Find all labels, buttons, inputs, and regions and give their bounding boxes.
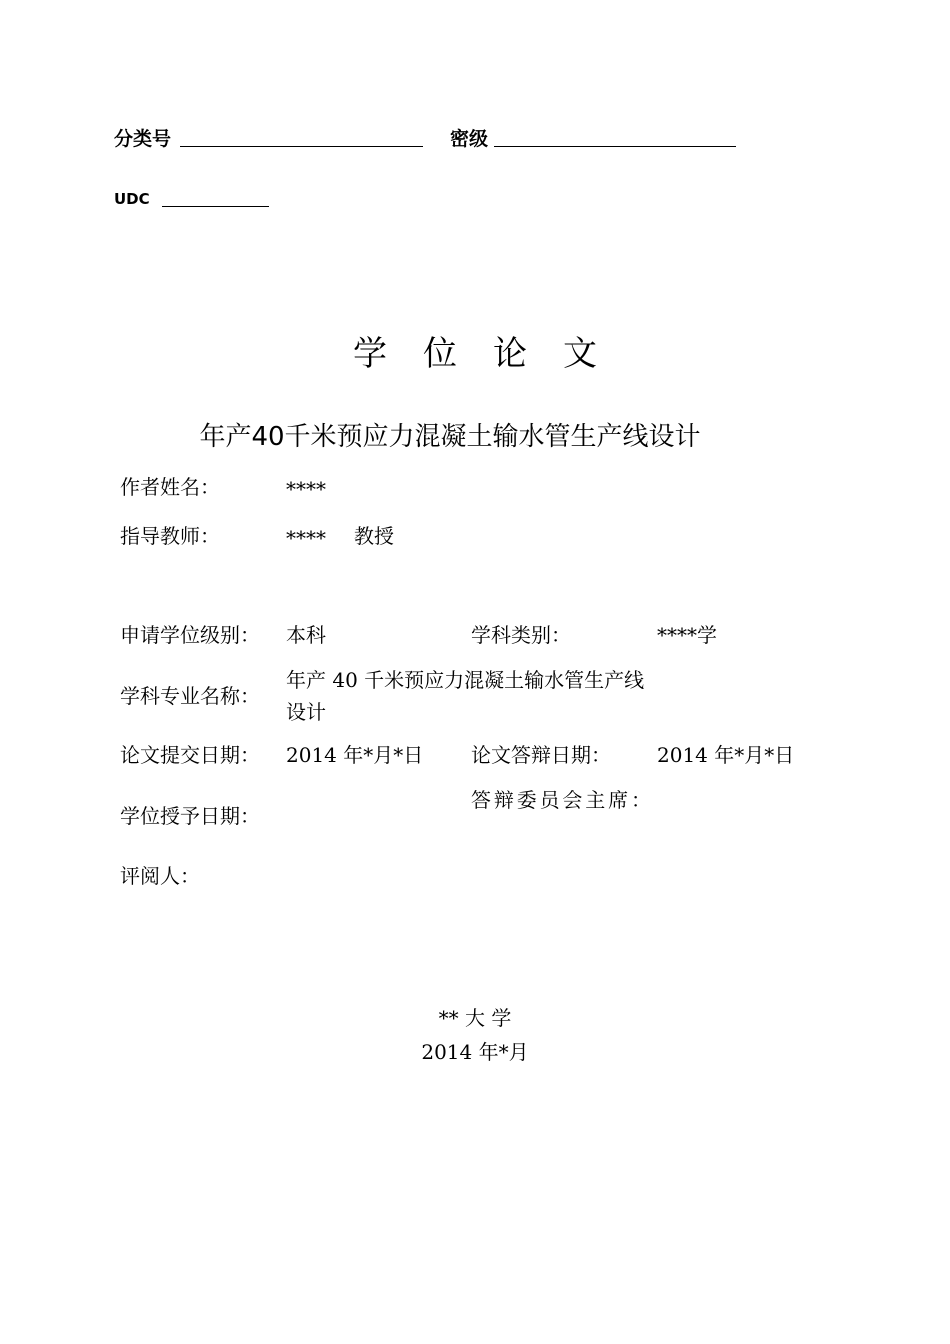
discipline-category-value: ****学: [657, 623, 717, 647]
degree-level-value: 本科: [286, 623, 326, 647]
university-name: ** 大 学: [438, 1006, 512, 1030]
degree-conferral-date-label: 学位授予日期：: [120, 804, 260, 828]
defense-date-value: 2014 年*月*日: [657, 743, 795, 767]
security-level-label: 密级: [450, 128, 489, 150]
submission-date-value: 2014 年*月*日: [286, 743, 424, 767]
classification-label: 分类号: [114, 128, 172, 150]
reviewer-label: 评阅人：: [120, 864, 200, 888]
defense-date-label: 论文答辩日期：: [471, 743, 611, 767]
advisor-rank: 教授: [354, 524, 394, 548]
publication-date: 2014 年*月: [421, 1040, 529, 1064]
udc-blank-line: [162, 206, 269, 207]
document-type-heading: 学位论文: [353, 334, 633, 374]
committee-chair-label: 答辩委员会主席：: [471, 788, 651, 812]
advisor-label: 指导教师：: [120, 524, 220, 548]
discipline-category-label: 学科类别：: [471, 623, 571, 647]
security-level-blank-line: [494, 146, 736, 147]
major-name-label: 学科专业名称：: [120, 684, 260, 708]
submission-date-label: 论文提交日期：: [120, 743, 260, 767]
classification-blank-line: [180, 146, 423, 147]
thesis-title: 年产40千米预应力混凝土输水管生产线设计: [199, 422, 701, 452]
degree-level-label: 申请学位级别：: [120, 623, 260, 647]
author-label: 作者姓名：: [120, 475, 220, 499]
udc-label: UDC: [114, 190, 150, 208]
major-name-value: 年产 40 千米预应力混凝土输水管生产线设计: [286, 668, 645, 724]
advisor-name: ****: [286, 526, 326, 550]
author-value: ****: [286, 477, 326, 501]
